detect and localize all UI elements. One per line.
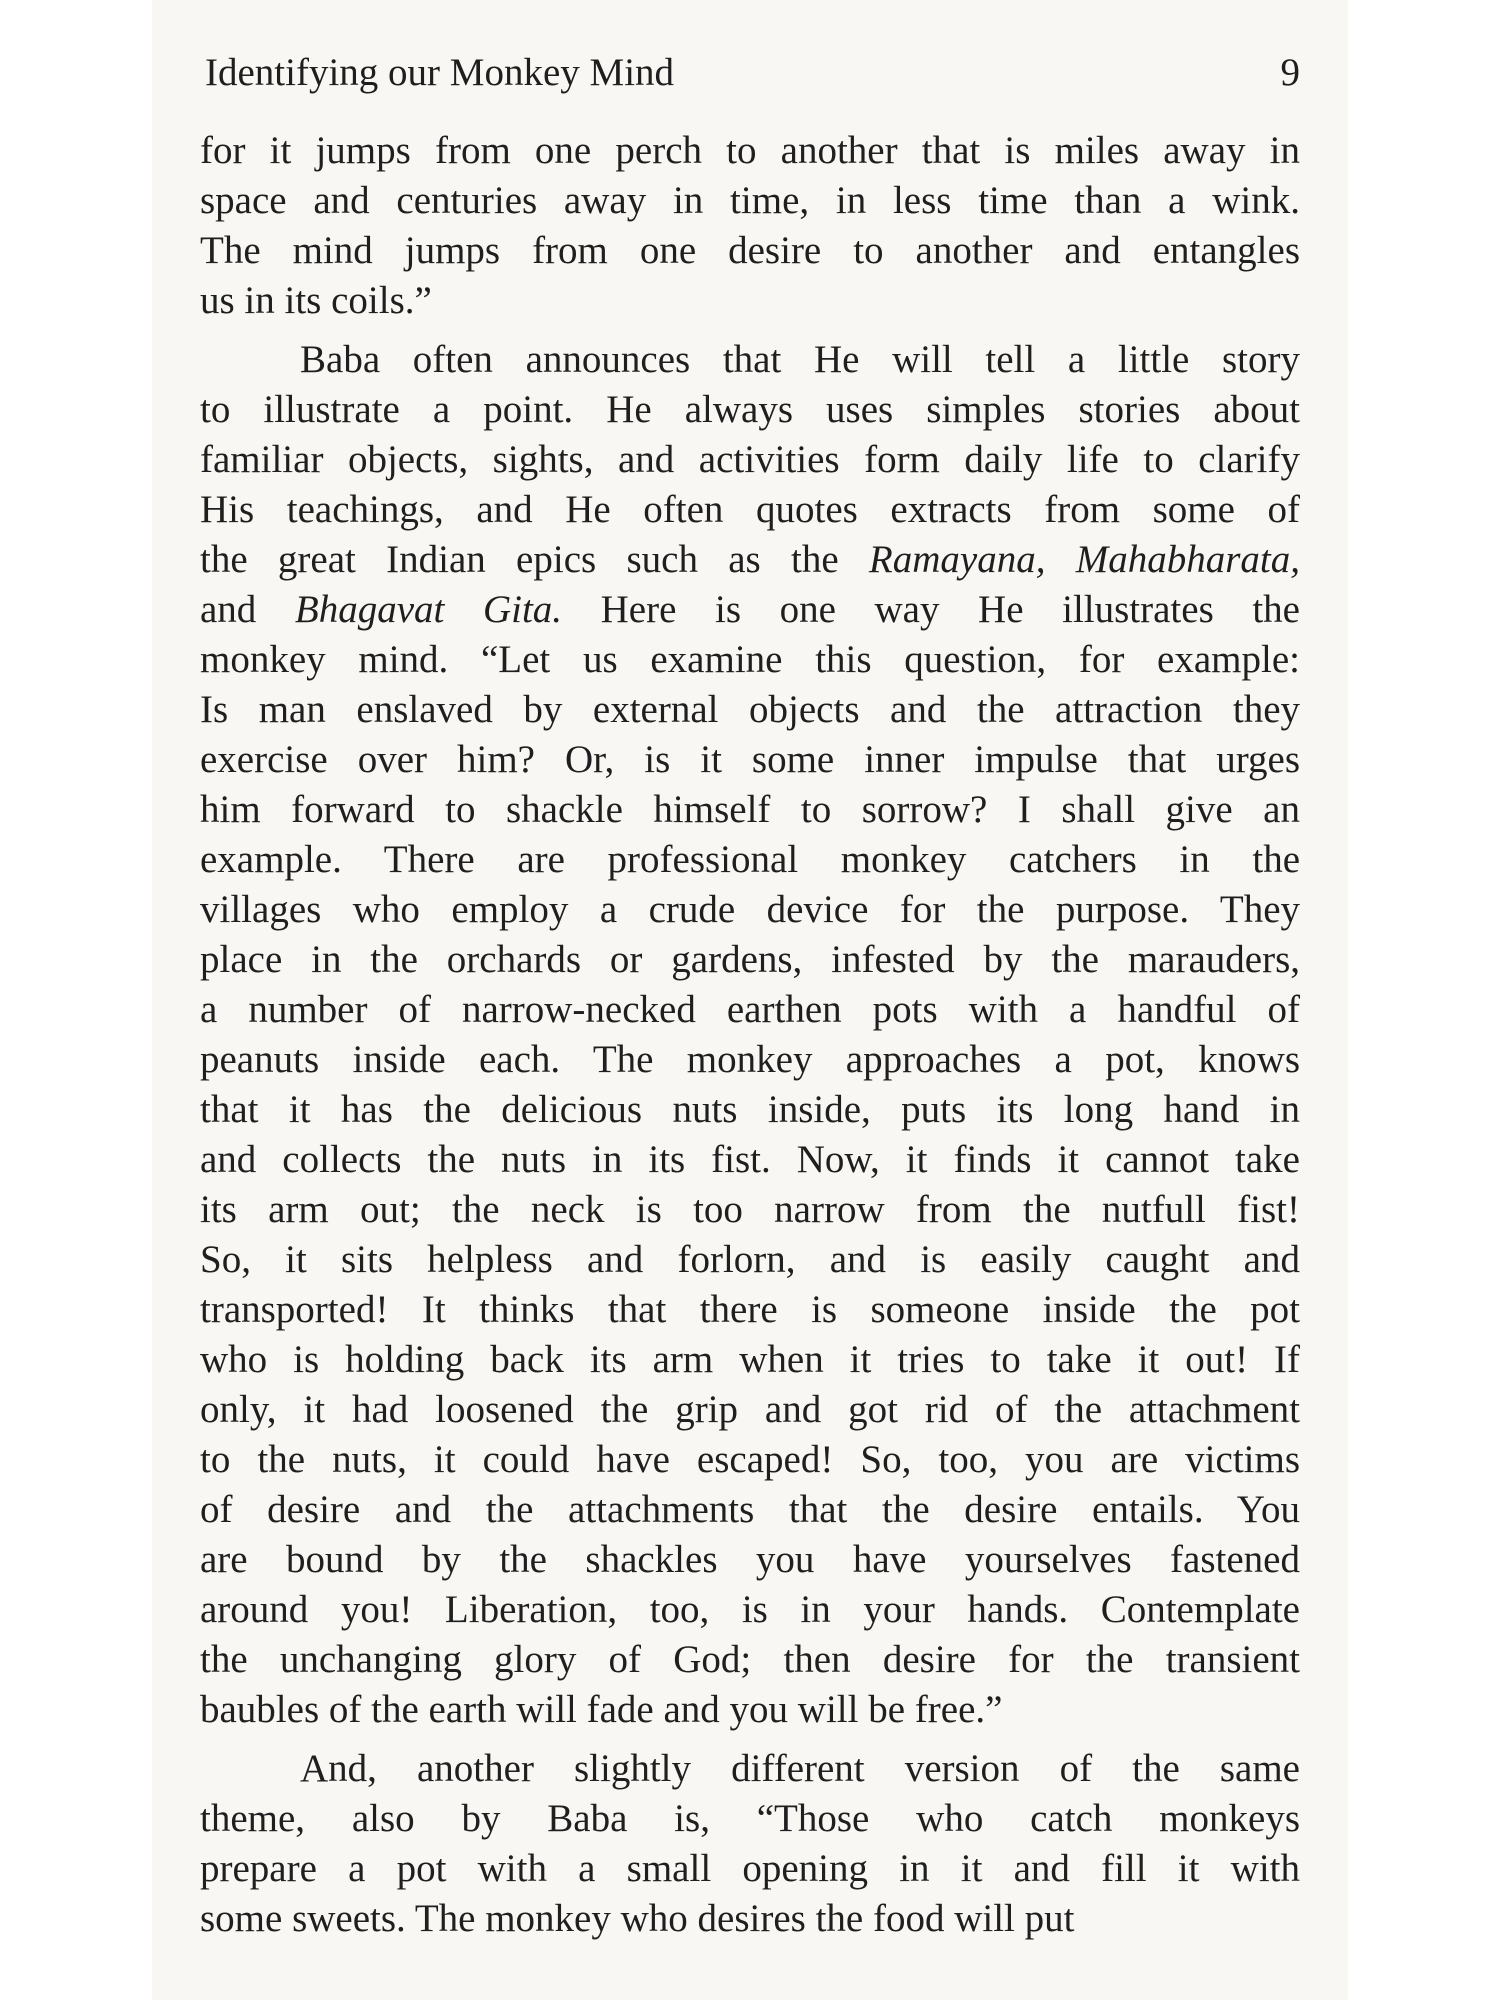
text-segment: and bbox=[200, 588, 295, 631]
text-segment: the great Indian epics such as the bbox=[200, 538, 869, 581]
text-line: His teachings, and He often quotes extracts from some of bbox=[200, 488, 1300, 531]
running-header bbox=[205, 50, 1300, 96]
text-line: us in its coils.” bbox=[200, 279, 432, 322]
text-line: to illustrate a point. He always uses simples stories about bbox=[200, 388, 1300, 431]
chapter-title: Identifying our Monkey Mind bbox=[205, 51, 675, 94]
text-line: who is holding back its arm when it tries to take it out! If bbox=[200, 1338, 1300, 1381]
paragraph bbox=[200, 126, 1300, 326]
text-line: Is man enslaved by external objects and the attraction they bbox=[200, 688, 1300, 731]
text-line bbox=[200, 535, 1300, 585]
text-line bbox=[200, 585, 1300, 635]
text-line: villages who employ a crude device for the purpose. They bbox=[200, 888, 1300, 931]
italic-title: Bhagavat Gita. bbox=[294, 588, 563, 631]
text-line: place in the orchards or gardens, infested by the marauders, bbox=[200, 938, 1300, 981]
italic-title: Ramayana, Mahabharata, bbox=[868, 538, 1300, 581]
paragraph-gap bbox=[200, 326, 1300, 335]
text-line: peanuts inside each. The monkey approaches a pot, knows bbox=[200, 1038, 1300, 1081]
text-line: that it has the delicious nuts inside, puts its long hand in bbox=[200, 1088, 1300, 1131]
text-line: exercise over him? Or, is it some inner impulse that urges bbox=[200, 738, 1300, 781]
text-line: example. There are professional monkey catchers in the bbox=[200, 838, 1300, 881]
text-line: some sweets. The monkey who desires the food will put bbox=[200, 1897, 1075, 1940]
paragraph bbox=[200, 1744, 1300, 1944]
text-line: The mind jumps from one desire to another and entangles bbox=[200, 229, 1300, 272]
text-line: for it jumps from one perch to another that is miles away in bbox=[200, 129, 1300, 172]
text-line: familiar objects, sights, and activities form daily life to clarify bbox=[200, 438, 1300, 481]
page-number: 9 bbox=[1280, 51, 1300, 94]
text-line: its arm out; the neck is too narrow from the nutfull fist! bbox=[200, 1188, 1300, 1231]
paragraph-gap bbox=[200, 1735, 1300, 1744]
text-line: the unchanging glory of God; then desire for the transient bbox=[200, 1638, 1300, 1681]
body-text bbox=[200, 126, 1300, 1944]
text-line: prepare a pot with a small opening in it and fill it with bbox=[200, 1847, 1300, 1890]
text-line: transported! It thinks that there is someone inside the pot bbox=[200, 1288, 1300, 1331]
text-line: him forward to shackle himself to sorrow? I shall give an bbox=[200, 788, 1300, 831]
text-line: of desire and the attachments that the desire entails. You bbox=[200, 1488, 1300, 1531]
text-line: a number of narrow-necked earthen pots with a handful of bbox=[200, 988, 1300, 1031]
text-line: space and centuries away in time, in less time than a wink. bbox=[200, 179, 1300, 222]
text-line: So, it sits helpless and forlorn, and is easily caught and bbox=[200, 1238, 1300, 1281]
text-segment: Here is one way He illustrates the bbox=[562, 588, 1300, 631]
text-line: theme, also by Baba is, “Those who catch monkeys bbox=[200, 1797, 1300, 1840]
text-line: to the nuts, it could have escaped! So, too, you are victims bbox=[200, 1438, 1300, 1481]
text-line: are bound by the shackles you have yourselves fastened bbox=[200, 1538, 1300, 1581]
text-line: And, another slightly different version of the same bbox=[300, 1747, 1300, 1790]
text-line: Baba often announces that He will tell a little story bbox=[300, 338, 1300, 381]
text-line: and collects the nuts in its fist. Now, it finds it cannot take bbox=[200, 1138, 1300, 1181]
text-line: only, it had loosened the grip and got rid of the attachment bbox=[200, 1388, 1300, 1431]
text-line: around you! Liberation, too, is in your hands. Contemplate bbox=[200, 1588, 1300, 1631]
text-line: baubles of the earth will fade and you will be free.” bbox=[200, 1688, 1003, 1731]
paragraph bbox=[200, 335, 1300, 1735]
text-line: monkey mind. “Let us examine this question, for example: bbox=[200, 638, 1300, 681]
